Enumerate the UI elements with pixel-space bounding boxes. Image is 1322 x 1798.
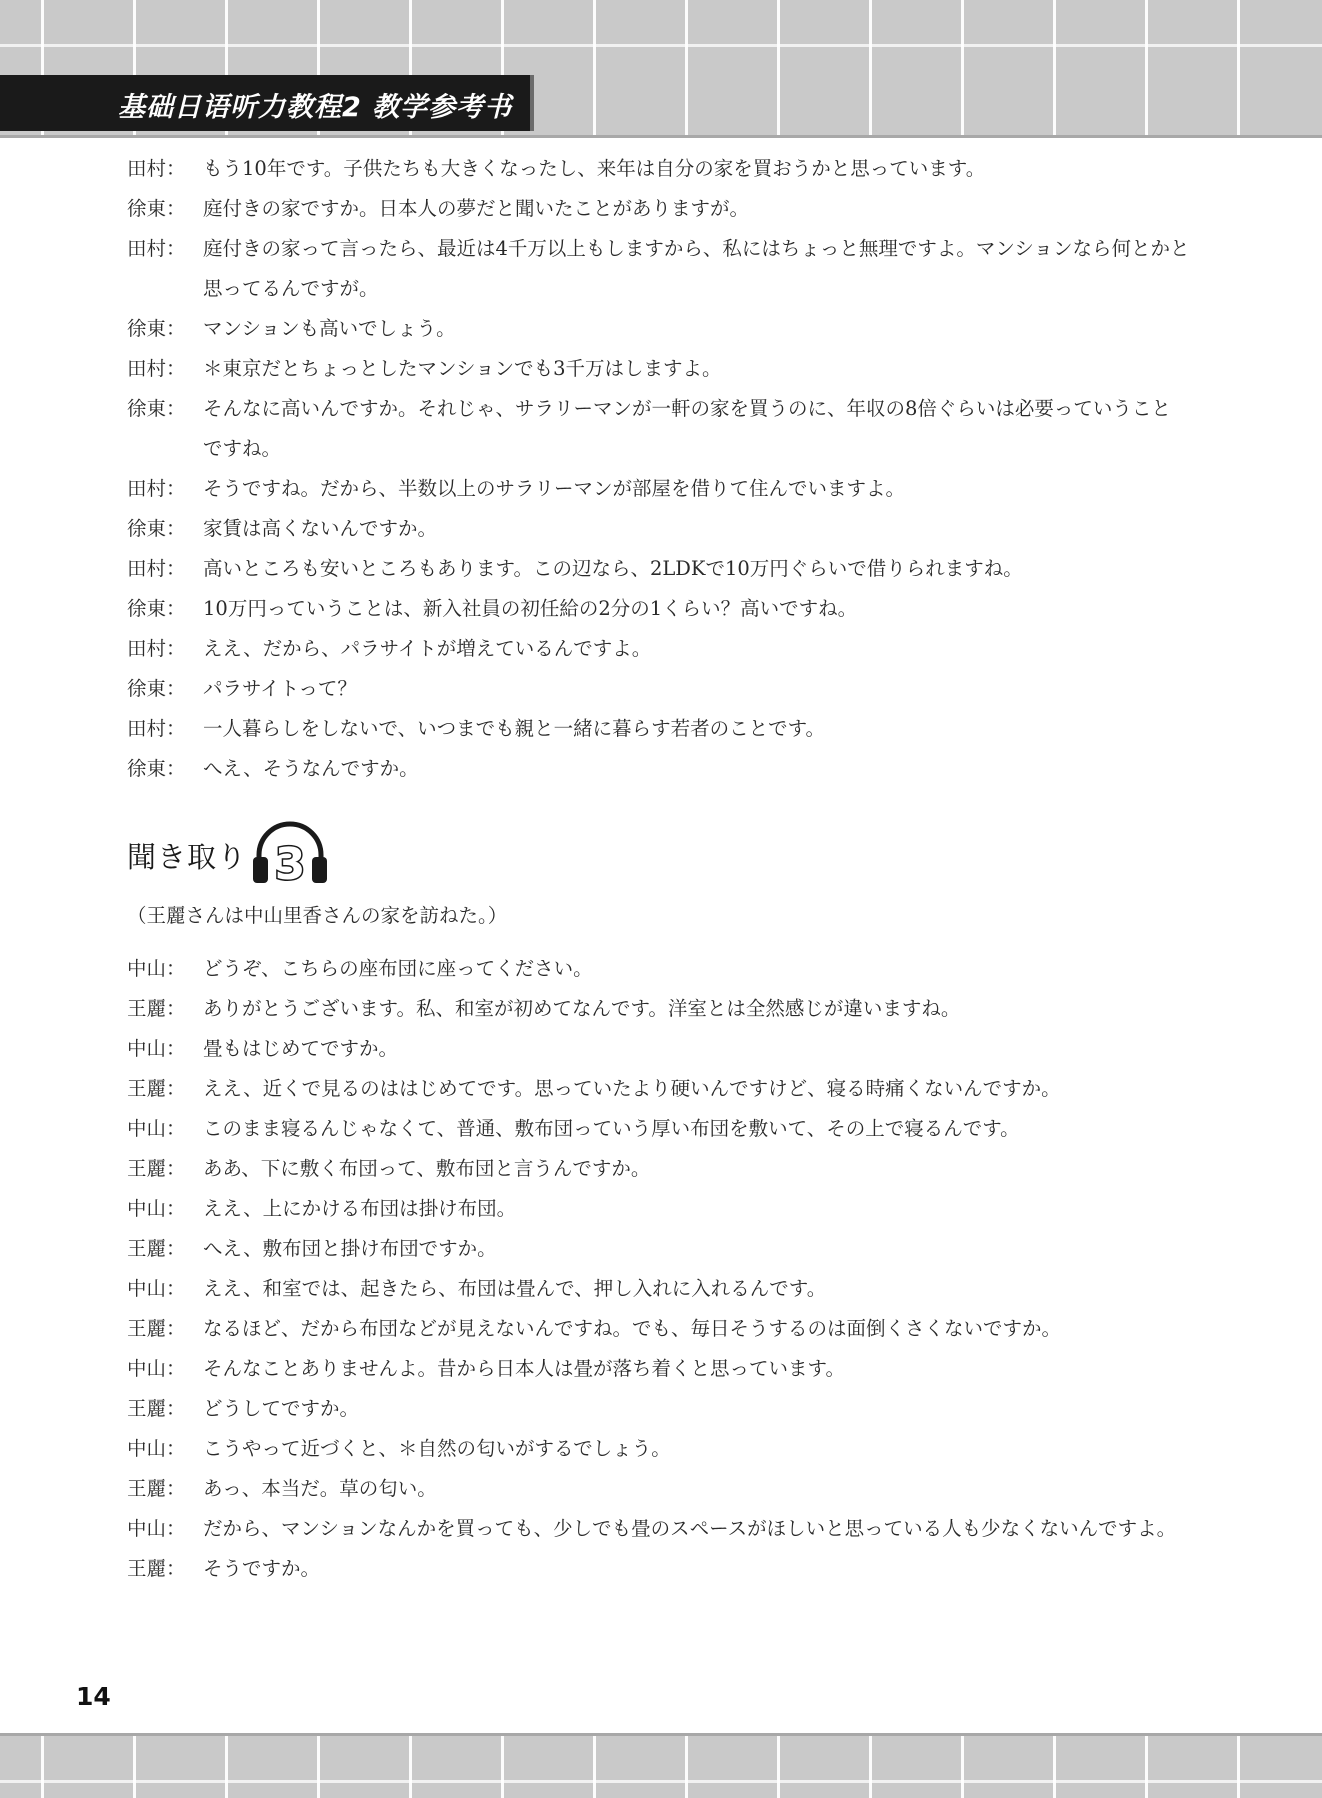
speech-text: パラサイトって？ — [203, 677, 357, 700]
speaker-name: 徐東： — [127, 397, 186, 420]
speech-text: こうやって近づくと、＊自然の匂いがするでしょう。 — [203, 1437, 671, 1460]
speech-text: そうですね。だから、半数以上のサラリーマンが部屋を借りて住んでいますよ。 — [203, 477, 906, 500]
speaker-name: 徐東： — [127, 677, 186, 700]
speech-text: 10万円っていうことは、新入社員の初任給の2分の1くらい？高いですね。 — [203, 597, 858, 620]
speech-text: 庭付きの家って言ったら、最近は4千万以上もしますから、私にはちょっと無理ですよ。マンションなら何とかと — [203, 237, 1190, 260]
section-heading — [127, 815, 331, 895]
speaker-name: 徐東： — [127, 757, 186, 780]
dialogue-line — [127, 1029, 1217, 1069]
speech-text: そうですか。 — [203, 1557, 321, 1580]
speaker-name: 中山： — [127, 1277, 186, 1300]
dialogue-line — [127, 1069, 1217, 1109]
dialogue-line — [127, 669, 1217, 709]
footer-pattern-band — [0, 1733, 1322, 1798]
speaker-name: 徐東： — [127, 597, 186, 620]
speech-text: 庭付きの家ですか。日本人の夢だと聞いたことがありますが。 — [203, 197, 750, 220]
speaker-name: 中山： — [127, 1517, 186, 1540]
speech-text: ああ、下に敷く布団って、敷布団と言うんですか。 — [203, 1157, 651, 1180]
dialogue-line — [127, 589, 1217, 629]
speech-text: どうぞ、こちらの座布団に座ってください。 — [203, 957, 593, 980]
speech-text: ありがとうございます。私、和室が初めてなんです。洋室とは全然感じが違いますね。 — [203, 997, 961, 1020]
headphones-icon — [249, 815, 331, 895]
speaker-name: 田村： — [127, 557, 186, 580]
dialogue-line — [127, 1229, 1217, 1269]
dialogue-line — [127, 1269, 1217, 1309]
speech-text: へえ、そうなんですか。 — [203, 757, 419, 780]
speech-text: 一人暮らしをしないで、いつまでも親と一緒に暮らす若者のことです。 — [203, 717, 826, 740]
speech-text: マンションも高いでしょう。 — [203, 317, 456, 340]
speaker-name: 徐東： — [127, 517, 186, 540]
section-title: 聞き取り — [127, 839, 248, 874]
speaker-name: 王麗： — [127, 1157, 186, 1180]
dialogue-line — [127, 549, 1217, 589]
speech-text: ＊東京だとちょっとしたマンションでも3千万はしますよ。 — [203, 357, 722, 380]
speech-continuation: 思ってるんですが。 — [203, 277, 379, 300]
speech-text: 家賃は高くないんですか。 — [203, 517, 438, 540]
dialogue-line — [127, 1549, 1217, 1589]
dialogue-line — [127, 189, 1217, 229]
speaker-name: 田村： — [127, 357, 186, 380]
speaker-name: 中山： — [127, 1117, 186, 1140]
dialogue-2 — [127, 949, 1217, 1589]
speech-text: 畳もはじめてですか。 — [203, 1037, 399, 1060]
book-title: 基础日语听力教程2 教学参考书 — [118, 92, 513, 123]
dialogue-line — [127, 1149, 1217, 1189]
dialogue-line — [127, 229, 1217, 269]
scene-description: （王麗さんは中山里香さんの家を訪ねた。） — [127, 904, 508, 927]
section-number: 3 — [274, 839, 306, 890]
speech-text: ええ、和室では、起きたら、布団は畳んで、押し入れに入れるんです。 — [203, 1277, 827, 1300]
speech-text: そんなに高いんですか。それじゃ、サラリーマンが一軒の家を買うのに、年収の8倍ぐらいは必要っていうこと — [203, 397, 1171, 420]
speaker-name: 徐東： — [127, 317, 186, 340]
speech-text: どうしてですか。 — [203, 1397, 360, 1420]
speaker-name: 田村： — [127, 477, 186, 500]
speech-text: だから、マンションなんかを買っても、少しでも畳のスペースがほしいと思っている人も少なくないんですよ。 — [203, 1517, 1177, 1540]
dialogue-line — [127, 749, 1217, 789]
speaker-name: 王麗： — [127, 1077, 186, 1100]
speaker-name: 中山： — [127, 1197, 186, 1220]
speaker-name: 王麗： — [127, 1397, 186, 1420]
speaker-name: 田村： — [127, 637, 186, 660]
speaker-name: 田村： — [127, 237, 186, 260]
dialogue-line — [127, 949, 1217, 989]
speaker-name: 中山： — [127, 1437, 186, 1460]
dialogue-line — [127, 989, 1217, 1029]
speech-text: 高いところも安いところもあります。この辺なら、2LDKで10万円ぐらいで借りられますね。 — [203, 557, 1023, 580]
speech-text: そんなことありませんよ。昔から日本人は畳が落ち着くと思っています。 — [203, 1357, 845, 1380]
speech-text: ええ、上にかける布団は掛け布団。 — [203, 1197, 517, 1220]
speaker-name: 中山： — [127, 957, 186, 980]
speaker-name: 田村： — [127, 157, 186, 180]
speaker-name: 王麗： — [127, 997, 186, 1020]
speech-continuation: ですね。 — [203, 437, 282, 460]
speech-text: このまま寝るんじゃなくて、普通、敷布団っていう厚い布団を敷いて、その上で寝るんです。 — [203, 1117, 1020, 1140]
dialogue-line — [127, 389, 1217, 429]
speaker-name: 王麗： — [127, 1237, 186, 1260]
speech-text: もう10年です。子供たちも大きくなったし、来年は自分の家を買おうかと思っています。 — [203, 157, 986, 180]
dialogue-line — [127, 509, 1217, 549]
dialogue-line — [127, 1189, 1217, 1229]
speech-text: へえ、敷布団と掛け布団ですか。 — [203, 1237, 497, 1260]
speaker-name: 王麗： — [127, 1317, 186, 1340]
dialogue-line — [127, 1389, 1217, 1429]
dialogue-line — [127, 309, 1217, 349]
speaker-name: 徐東： — [127, 197, 186, 220]
dialogue-line — [127, 1349, 1217, 1389]
speech-text: ええ、だから、パラサイトが増えているんですよ。 — [203, 637, 652, 660]
dialogue-line — [127, 1509, 1217, 1549]
speech-text: あっ、本当だ。草の匂い。 — [203, 1477, 437, 1500]
dialogue-1 — [127, 149, 1217, 789]
page-number: 14 — [76, 1682, 111, 1711]
dialogue-line — [127, 1469, 1217, 1509]
speech-text: ええ、近くで見るのははじめてです。思っていたより硬いんですけど、寝る時痛くないんですか。 — [203, 1077, 1061, 1100]
speaker-name: 王麗： — [127, 1477, 186, 1500]
dialogue-line — [127, 149, 1217, 189]
speaker-name: 田村： — [127, 717, 186, 740]
dialogue-line — [127, 1429, 1217, 1469]
speech-text: なるほど、だから布団などが見えないんですね。でも、毎日そうするのは面倒くさくないですか。 — [203, 1317, 1062, 1340]
speaker-name: 中山： — [127, 1037, 186, 1060]
speaker-name: 中山： — [127, 1357, 186, 1380]
dialogue-line — [127, 709, 1217, 749]
speaker-name: 王麗： — [127, 1557, 186, 1580]
dialogue-line — [127, 1309, 1217, 1349]
dialogue-line — [127, 469, 1217, 509]
book-title-banner — [0, 75, 530, 131]
dialogue-line — [127, 349, 1217, 389]
dialogue-line — [127, 629, 1217, 669]
dialogue-line — [127, 1109, 1217, 1149]
